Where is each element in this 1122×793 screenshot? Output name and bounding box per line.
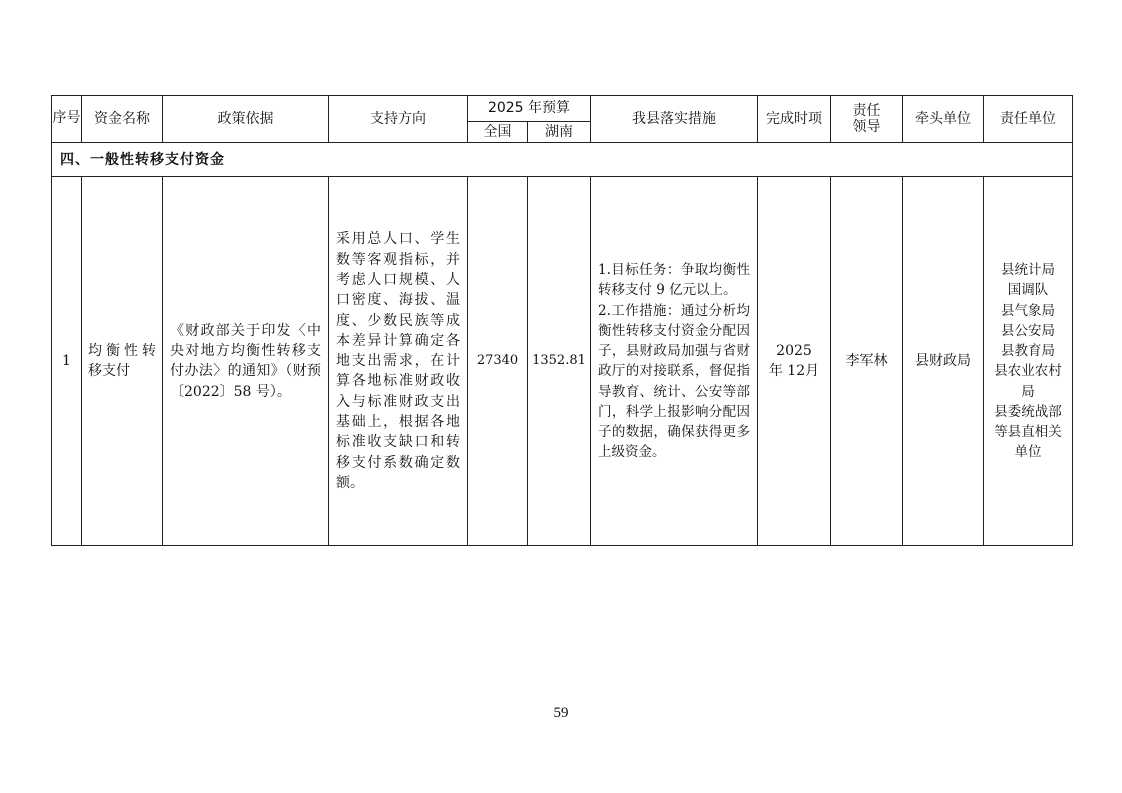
cell-responsible-leader: 李军林: [831, 177, 903, 546]
cell-budget-hunan: 1352.81: [528, 177, 591, 546]
section-title: 四、一般性转移支付资金: [52, 143, 1073, 177]
cell-policy-basis: 《财政部关于印发〈中央对地方均衡性转移支付办法〉的通知》（财预〔2022〕58 号）。: [163, 177, 329, 546]
header-seq: 序号: [52, 96, 82, 143]
header-budget-hunan: 湖南: [528, 122, 591, 143]
cell-completion-time: 2025 年 12月: [758, 177, 831, 546]
header-lead-unit: 牵头单位: [903, 96, 984, 143]
header-responsible-units: 责任单位: [984, 96, 1073, 143]
page-number: 59: [553, 705, 569, 721]
header-support-direction: 支持方向: [329, 96, 468, 143]
table-row: [52, 177, 1073, 546]
policy-table: [51, 95, 1073, 546]
cell-responsible-units: 县统计局 国调队 县气象局 县公安局 县教育局 县农业农村局 县委统战部等县直相关单位: [984, 177, 1073, 546]
header-budget-national: 全国: [468, 122, 528, 143]
cell-lead-unit: 县财政局: [903, 177, 984, 546]
cell-fund-name: 均衡性转移支付: [82, 177, 163, 546]
header-fund-name: 资金名称: [82, 96, 163, 143]
cell-budget-national: 27340: [468, 177, 528, 546]
header-responsible-leader: 责任领导: [831, 96, 903, 143]
cell-support-direction: 采用总人口、学生数等客观指标，并考虑人口规模、人口密度、海拔、温度、少数民族等成本差异计算确定各地支出需求，在计算各地标准财政收入与标准财政支出基础上，根据各地标准收支缺口和转移支付系数确定数额。: [329, 177, 468, 546]
header-measures: 我县落实措施: [591, 96, 758, 143]
cell-measures: 1.目标任务：争取均衡性转移支付 9 亿元以上。 2.工作措施：通过分析均衡性转移支付资金分配因子，县财政局加强与省财政厅的对接联系，督促指导教育、统计、公安等部门，科学上报影响分配因子的数据，确保获得更多上级资金。: [591, 177, 758, 546]
header-budget-group: 2025 年预算: [468, 96, 591, 122]
cell-seq: 1: [52, 177, 82, 546]
header-completion-time: 完成时项: [758, 96, 831, 143]
header-policy-basis: 政策依据: [163, 96, 329, 143]
